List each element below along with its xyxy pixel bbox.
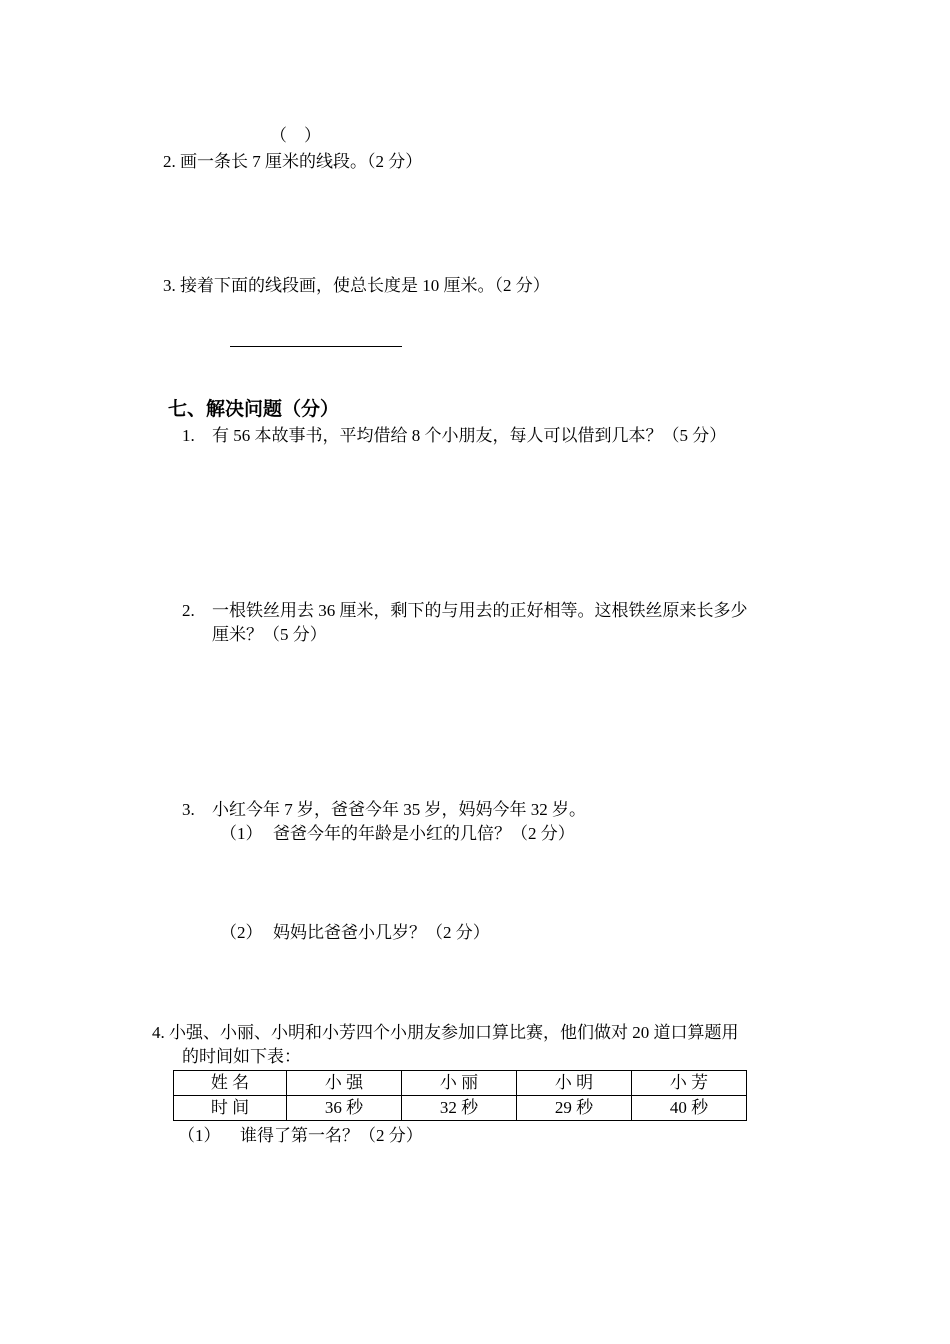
problem-3-sub2-text: 妈妈比爸爸小几岁？（2 分） [273, 923, 490, 942]
problem-3-sub1-number: （1） [220, 824, 263, 843]
time-table [173, 1070, 747, 1121]
table-cell: 32 秒 [402, 1096, 517, 1121]
problem-2-text-line1: 一根铁丝用去 36 厘米，剩下的与用去的正好相等。这根铁丝原来长多少 [212, 601, 748, 620]
problem-3-sub1-text: 爸爸今年的年龄是小红的几倍？（2 分） [273, 824, 575, 843]
table-cell: 时 间 [174, 1096, 287, 1121]
table-cell: 小 芳 [632, 1071, 747, 1096]
table-cell: 40 秒 [632, 1096, 747, 1121]
table-cell: 小 丽 [402, 1071, 517, 1096]
table-cell: 36 秒 [287, 1096, 402, 1121]
problem-3-text: 小红今年 7 岁，爸爸今年 35 岁，妈妈今年 32 岁。 [212, 800, 586, 819]
problem-4-sub1-number: （1） [178, 1126, 221, 1145]
problem-4-text-line2: 的时间如下表： [182, 1047, 301, 1066]
table-cell: 姓 名 [174, 1071, 287, 1096]
problem-1-number: 1. [182, 426, 195, 445]
answer-bracket: （ ） [270, 126, 321, 145]
given-line-segment [230, 346, 402, 347]
problem-2-number: 2. [182, 601, 195, 620]
table-cell: 29 秒 [517, 1096, 632, 1121]
problem-3-number: 3. [182, 800, 195, 819]
section-title: 七、解决问题（分） [168, 398, 340, 420]
table-row [174, 1096, 747, 1121]
table-header-row [174, 1071, 747, 1096]
question-draw-line: 2. 画一条长 7 厘米的线段。（2 分） [163, 152, 423, 171]
problem-4-text-line1: 4. 小强、小丽、小明和小芳四个小朋友参加口算比赛，他们做对 20 道口算题用 [152, 1023, 739, 1042]
table-cell: 小 明 [517, 1071, 632, 1096]
problem-1-text: 有 56 本故事书，平均借给 8 个小朋友，每人可以借到几本？（5 分） [212, 426, 727, 445]
question-extend-line: 3. 接着下面的线段画，使总长度是 10 厘米。（2 分） [163, 276, 550, 295]
problem-3-sub2-number: （2） [220, 923, 263, 942]
problem-4-sub1-text: 谁得了第一名？（2 分） [240, 1126, 423, 1145]
table-cell: 小 强 [287, 1071, 402, 1096]
problem-2-text-line2: 厘米？（5 分） [212, 625, 327, 644]
